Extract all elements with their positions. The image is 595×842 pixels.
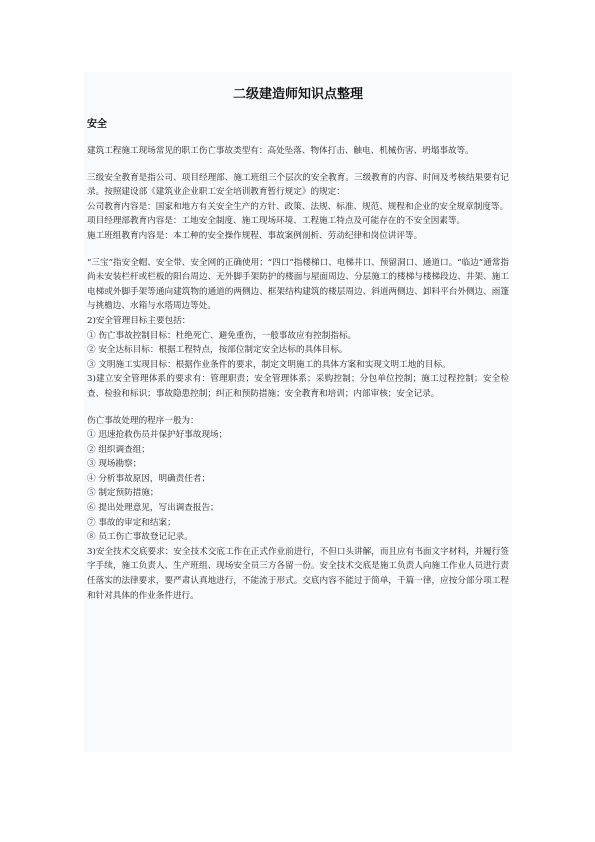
document-title: 二级建造师知识点整理 — [232, 87, 363, 102]
list-item: ③ 现场勘察； — [87, 459, 142, 470]
list-item: ⑦ 事故的审定和结案； — [87, 517, 176, 528]
paragraph-three-level-education: 三级安全教育是指公司、项目经理部、施工班组三个层次的安全教育。三级教育的内容、时间及考核结果要有记录。按照建设部《建筑业企业职工安全培训教育暂行规定》的规定： — [87, 172, 509, 198]
list-item: ③ 文明施工实现目标：根据作业条件的要求，制定文明施工的具体方案和实现文明工地的目标。 — [87, 359, 451, 370]
paragraph-safety-goals-intro: 2)安全管理目标主要包括： — [87, 315, 191, 326]
section-heading: 安全 — [87, 119, 107, 130]
paragraph-project-education: 项目经理部教育内容是：工地安全制度、施工现场环境、工程施工特点及可能存在的不安全因素等。 — [87, 216, 466, 227]
list-item: ⑤ 制定预防措施； — [87, 488, 159, 499]
list-item: ⑧ 员工伤亡事故登记记录。 — [87, 532, 193, 543]
paragraph-accident-procedure-intro: 伤亡事故处理的程序一般为： — [87, 415, 199, 426]
list-item: ② 安全达标目标：根据工程特点，按部位制定安全达标的具体目标。 — [87, 345, 348, 356]
paragraph-management-system: 3)建立安全管理体系的要求有：管理职责；安全管理体系；采购控制；分包单位控制；施工过程控制；安全检查、检验和标识；事故隐患控制；纠正和预防措施；安全教育和培训；内部审核；安全记录。 — [87, 374, 509, 399]
paragraph-accident-types: 建筑工程施工现场常见的职工伤亡事故类型有：高处坠落、物体打击、触电、机械伤害、坍塌事故等。 — [87, 146, 474, 156]
list-item: ① 迅速抢救伤员并保护好事故现场； — [87, 430, 228, 441]
paragraph-three-treasures: “三宝”指安全帽、安全带、安全网的正确使用；“四口”指楼梯口、电梯井口、预留洞口、通道口。“临边”通常指尚未安装栏杆或栏板的阳台周边、无外脚手架防护的楼面与屋面周边、分层施工的楼梯与楼梯段边、井架、施工电梯或外脚手架等通向建筑物的通道的两侧边、框架结构建筑的楼层周边、斜道两侧边、卸料平台外侧边、雨篷与挑檐边、水箱与水塔周边等处。 — [87, 257, 509, 312]
list-item: ⑥ 提出处理意见，写出调查报告； — [87, 503, 219, 514]
paragraph-company-education: 公司教育内容是：国家和地方有关安全生产的方针、政策、法规、标准、规范、规程和企业的安全规章制度等。 — [87, 201, 509, 212]
list-item: ④ 分析事故原因，明确责任者； — [87, 473, 211, 484]
list-item: ① 伤亡事故控制目标：杜绝死亡、避免重伤，一般事故应有控制指标。 — [87, 330, 357, 341]
list-item: ② 组织调查组； — [87, 444, 150, 455]
paragraph-team-education: 施工班组教育内容是：本工种的安全操作规程、事故案例剖析、劳动纪律和岗位讲评等。 — [87, 230, 423, 241]
paragraph-technical-briefing: 3)安全技术交底要求：安全技术交底工作在正式作业前进行，不但口头讲解，而且应有书面文字材料，并履行签字手续，施工负责人、生产班组、现场安全员三方各留一份。安全技术交底是施工负责人向施工作业人员进行责任落实的法律要求，要严肃认真地进行，不能流于形式。交底内容不能过于简单，千篇一律，应按分部分项工程和针对具体的作业条件进行。 — [87, 546, 509, 601]
document-page — [84, 72, 512, 752]
